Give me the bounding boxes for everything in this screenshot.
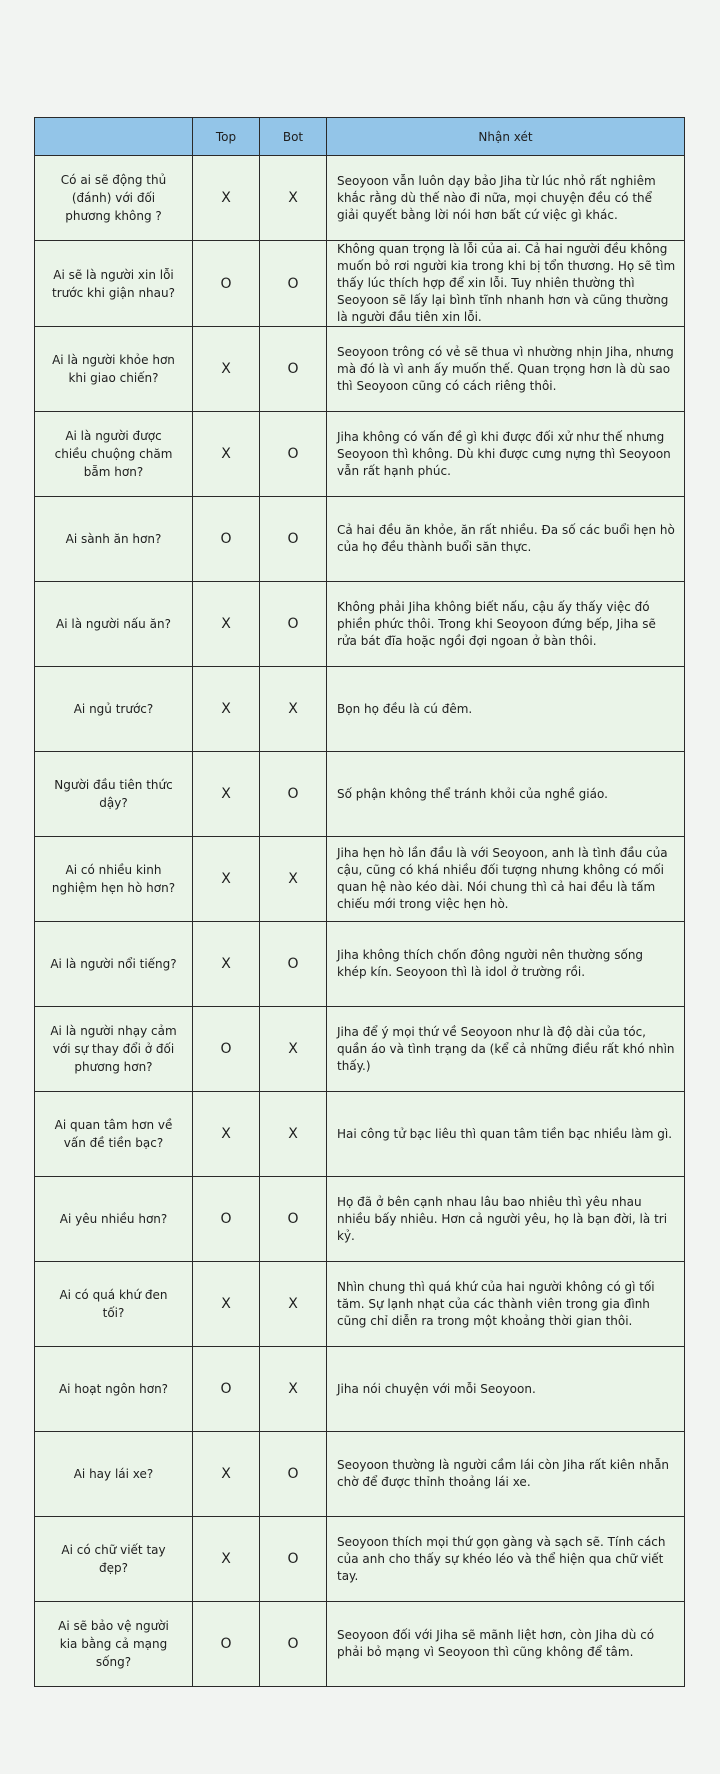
- comparison-table: [34, 117, 685, 1687]
- bot-mark: O: [260, 412, 327, 497]
- table-header: [35, 118, 685, 156]
- bot-mark: X: [260, 1262, 327, 1347]
- top-mark: O: [193, 1347, 260, 1432]
- bot-mark: X: [260, 1007, 327, 1092]
- bot-mark: O: [260, 1432, 327, 1517]
- top-mark: X: [193, 1262, 260, 1347]
- bot-mark: X: [260, 1347, 327, 1432]
- question-cell: Ai là người nổi tiếng?: [35, 922, 193, 1007]
- table-row: [35, 667, 685, 752]
- comment-cell: Jiha hẹn hò lần đầu là với Seoyoon, anh là tình đầu của cậu, cũng có khá nhiều đối tượng nhưng không có mối quan hệ nào kéo dài. Nói chung thì cả hai đều là tấm chiếu mới trong việc hẹn hò.: [327, 837, 685, 922]
- comment-cell: Jiha để ý mọi thứ về Seoyoon như là độ dài của tóc, quần áo và tình trạng da (kể cả những điều rất khó nhìn thấy.): [327, 1007, 685, 1092]
- table-row: [35, 1177, 685, 1262]
- table-row: [35, 327, 685, 412]
- header-question: [35, 118, 193, 156]
- bot-mark: O: [260, 752, 327, 837]
- top-mark: O: [193, 1602, 260, 1687]
- question-cell: Ai ngủ trước?: [35, 667, 193, 752]
- comment-cell: Cả hai đều ăn khỏe, ăn rất nhiều. Đa số các buổi hẹn hò của họ đều thành buổi săn thực.: [327, 497, 685, 582]
- question-cell: Ai sẽ bảo vệ người kia bằng cả mạng sống?: [35, 1602, 193, 1687]
- comment-cell: Nhìn chung thì quá khứ của hai người không có gì tối tăm. Sự lạnh nhạt của các thành viên trong gia đình cũng chỉ diễn ra trong một khoảng thời gian thôi.: [327, 1262, 685, 1347]
- top-mark: X: [193, 156, 260, 241]
- question-cell: Ai sẽ là người xin lỗi trước khi giận nhau?: [35, 241, 193, 327]
- table-row: [35, 241, 685, 327]
- top-mark: X: [193, 1517, 260, 1602]
- top-mark: O: [193, 1007, 260, 1092]
- table-row: [35, 752, 685, 837]
- comment-cell: Không phải Jiha không biết nấu, cậu ấy thấy việc đó phiền phức thôi. Trong khi Seoyoon đứng bếp, Jiha sẽ rửa bát đĩa hoặc ngồi đợi ngoan ở bàn thôi.: [327, 582, 685, 667]
- table-row: [35, 922, 685, 1007]
- question-cell: Ai quan tâm hơn về vấn đề tiền bạc?: [35, 1092, 193, 1177]
- bot-mark: O: [260, 241, 327, 327]
- bot-mark: O: [260, 922, 327, 1007]
- bot-mark: X: [260, 1092, 327, 1177]
- comparison-table-container: [34, 117, 684, 1687]
- top-mark: X: [193, 412, 260, 497]
- table-row: [35, 582, 685, 667]
- bot-mark: O: [260, 497, 327, 582]
- top-mark: X: [193, 327, 260, 412]
- table-row: [35, 156, 685, 241]
- bot-mark: X: [260, 667, 327, 752]
- table-row: [35, 1602, 685, 1687]
- bot-mark: O: [260, 582, 327, 667]
- table-row: [35, 1517, 685, 1602]
- comment-cell: Seoyoon vẫn luôn dạy bảo Jiha từ lúc nhỏ rất nghiêm khắc rằng dù thế nào đi nữa, mọi chuyện đều có thể giải quyết bằng lời nói hơn bất cứ việc gì khác.: [327, 156, 685, 241]
- table-row: [35, 837, 685, 922]
- comment-cell: Jiha nói chuyện với mỗi Seoyoon.: [327, 1347, 685, 1432]
- bot-mark: X: [260, 837, 327, 922]
- header-comment: Nhận xét: [327, 118, 685, 156]
- comment-cell: Seoyoon thích mọi thứ gọn gàng và sạch sẽ. Tính cách của anh cho thấy sự khéo léo và thể hiện qua chữ viết tay.: [327, 1517, 685, 1602]
- question-cell: Ai hay lái xe?: [35, 1432, 193, 1517]
- bot-mark: O: [260, 1602, 327, 1687]
- top-mark: O: [193, 497, 260, 582]
- table-row: [35, 1007, 685, 1092]
- header-row: [35, 118, 685, 156]
- table-row: [35, 1092, 685, 1177]
- question-cell: Ai hoạt ngôn hơn?: [35, 1347, 193, 1432]
- table-row: [35, 497, 685, 582]
- top-mark: O: [193, 1177, 260, 1262]
- comment-cell: Seoyoon trông có vẻ sẽ thua vì nhường nhịn Jiha, nhưng mà đó là vì anh ấy muốn thế. Quan trọng hơn là dù sao thì Seoyoon cũng có cách riêng thôi.: [327, 327, 685, 412]
- table-row: [35, 1347, 685, 1432]
- question-cell: Ai là người khỏe hơn khi giao chiến?: [35, 327, 193, 412]
- bot-mark: O: [260, 1177, 327, 1262]
- top-mark: X: [193, 922, 260, 1007]
- question-cell: Ai yêu nhiều hơn?: [35, 1177, 193, 1262]
- comment-cell: Bọn họ đều là cú đêm.: [327, 667, 685, 752]
- comment-cell: Không quan trọng là lỗi của ai. Cả hai người đều không muốn bỏ rơi người kia trong khi bị tổn thương. Họ sẽ tìm thấy lúc thích hợp để xin lỗi. Tuy nhiên thường thì Seoyoon sẽ lấy lại bình tĩnh nhanh hơn và cũng thường là người đầu tiên xin lỗi.: [327, 241, 685, 327]
- question-cell: Ai sành ăn hơn?: [35, 497, 193, 582]
- question-cell: Ai là người nấu ăn?: [35, 582, 193, 667]
- question-cell: Ai là người được chiều chuộng chăm bẵm hơn?: [35, 412, 193, 497]
- bot-mark: O: [260, 327, 327, 412]
- table-row: [35, 1262, 685, 1347]
- header-bot: Bot: [260, 118, 327, 156]
- table-body: [35, 156, 685, 1687]
- table-row: [35, 412, 685, 497]
- table-row: [35, 1432, 685, 1517]
- top-mark: X: [193, 1092, 260, 1177]
- bot-mark: O: [260, 1517, 327, 1602]
- comment-cell: Hai công tử bạc liêu thì quan tâm tiền bạc nhiều làm gì.: [327, 1092, 685, 1177]
- top-mark: X: [193, 667, 260, 752]
- top-mark: X: [193, 837, 260, 922]
- question-cell: Ai có nhiều kinh nghiệm hẹn hò hơn?: [35, 837, 193, 922]
- comment-cell: Seoyoon đối với Jiha sẽ mãnh liệt hơn, còn Jiha dù có phải bỏ mạng vì Seoyoon thì cũng không để tâm.: [327, 1602, 685, 1687]
- bot-mark: X: [260, 156, 327, 241]
- top-mark: X: [193, 582, 260, 667]
- question-cell: Người đầu tiên thức dậy?: [35, 752, 193, 837]
- comment-cell: Họ đã ở bên cạnh nhau lâu bao nhiêu thì yêu nhau nhiều bấy nhiêu. Hơn cả người yêu, họ là bạn đời, là tri kỷ.: [327, 1177, 685, 1262]
- question-cell: Ai có quá khứ đen tối?: [35, 1262, 193, 1347]
- comment-cell: Jiha không có vấn đề gì khi được đối xử như thế nhưng Seoyoon thì không. Dù khi được cưng nựng thì Seoyoon vẫn rất hạnh phúc.: [327, 412, 685, 497]
- question-cell: Có ai sẽ động thủ (đánh) với đối phương không ?: [35, 156, 193, 241]
- top-mark: X: [193, 1432, 260, 1517]
- question-cell: Ai có chữ viết tay đẹp?: [35, 1517, 193, 1602]
- top-mark: X: [193, 752, 260, 837]
- comment-cell: Seoyoon thường là người cầm lái còn Jiha rất kiên nhẫn chờ để được thỉnh thoảng lái xe.: [327, 1432, 685, 1517]
- comment-cell: Số phận không thể tránh khỏi của nghề giáo.: [327, 752, 685, 837]
- top-mark: O: [193, 241, 260, 327]
- comment-cell: Jiha không thích chốn đông người nên thường sống khép kín. Seoyoon thì là idol ở trường rồi.: [327, 922, 685, 1007]
- question-cell: Ai là người nhạy cảm với sự thay đổi ở đối phương hơn?: [35, 1007, 193, 1092]
- header-top: Top: [193, 118, 260, 156]
